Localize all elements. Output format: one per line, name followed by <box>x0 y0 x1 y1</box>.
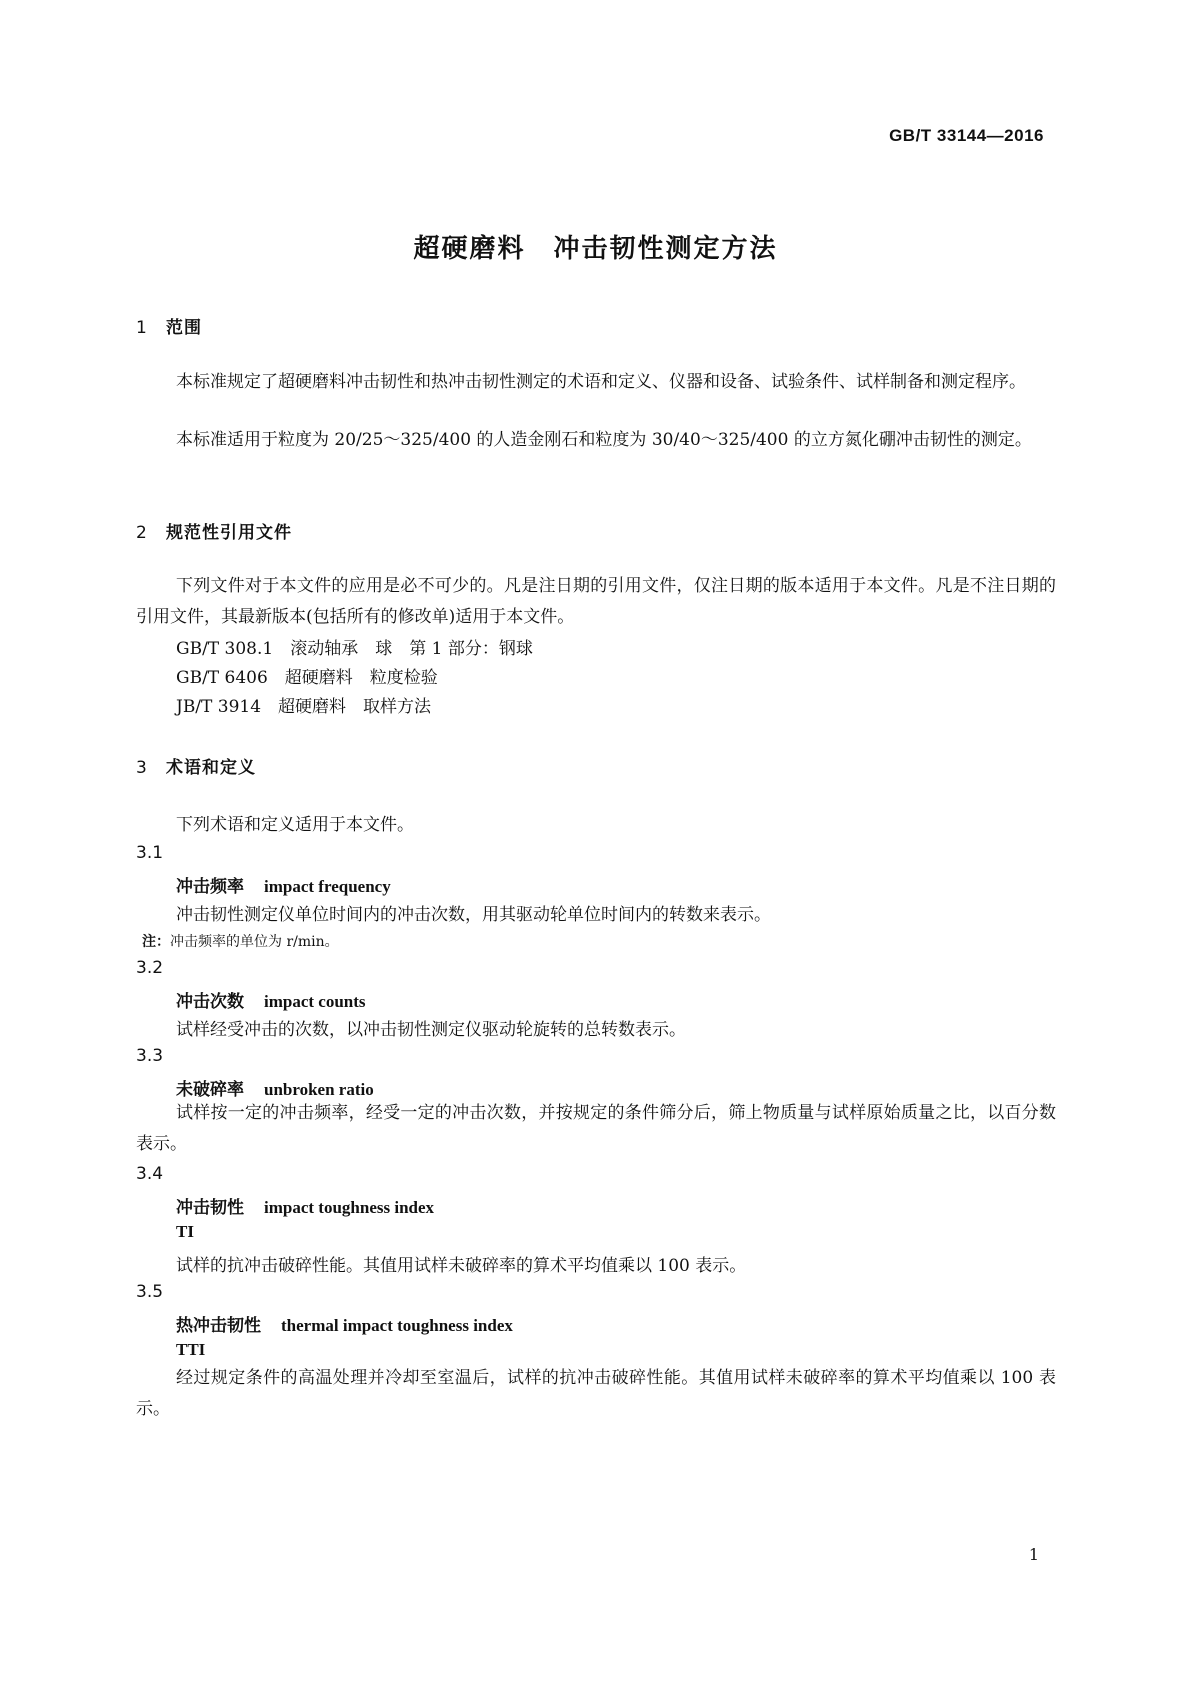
section-1-heading <box>136 313 202 338</box>
clause-number: 3.3 <box>136 1046 164 1066</box>
section-1-paragraph-1: 本标准规定了超硬磨料冲击韧性和热冲击韧性测定的术语和定义、仪器和设备、试验条件、试样制备和测定程序。 <box>176 372 1026 392</box>
page-number: 1 <box>1028 1545 1039 1564</box>
section-2-paragraph-1: 下列文件对于本文件的应用是必不可少的。凡是注日期的引用文件，仅注日期的版本适用于本文件。凡是不注日期的引用文件，其最新版本(包括所有的修改单)适用于本文件。 <box>136 576 1056 627</box>
clause-number: 3.2 <box>136 958 164 978</box>
clause-number: 3.4 <box>136 1164 164 1184</box>
section-number: 2 <box>136 523 147 543</box>
reference-item: GB/T 6406 超硬磨料 粒度检验 <box>176 668 438 688</box>
clause-number: 3.1 <box>136 843 164 863</box>
reference-item: JB/T 3914 超硬磨料 取样方法 <box>176 697 432 717</box>
term-chinese: 未破碎率 <box>176 1080 244 1100</box>
section-1-paragraph-2: 本标准适用于粒度为 20/25～325/400 的人造金刚石和粒度为 30/40～325/400 的立方氮化硼冲击韧性的测定。 <box>176 430 1032 450</box>
note-label: 注： <box>142 934 170 950</box>
standard-id: GB/T 33144—2016 <box>889 126 1044 145</box>
section-2-heading <box>136 518 292 543</box>
reference-item: GB/T 308.1 滚动轴承 球 第 1 部分：钢球 <box>176 639 533 659</box>
term-english: unbroken ratio <box>264 1080 374 1099</box>
section-title: 术语和定义 <box>166 758 256 778</box>
term-abbreviation: TI <box>176 1222 194 1241</box>
document-title: 超硬磨料 冲击韧性测定方法 <box>413 234 778 264</box>
term-definition: 试样经受冲击的次数，以冲击韧性测定仪驱动轮旋转的总转数表示。 <box>176 1020 686 1040</box>
term-heading <box>176 872 391 897</box>
term-chinese: 冲击频率 <box>176 877 244 897</box>
term-definition: 试样的抗冲击破碎性能。其值用试样未破碎率的算术平均值乘以 100 表示。 <box>176 1256 747 1276</box>
term-note <box>142 931 339 951</box>
term-heading <box>176 1075 374 1100</box>
term-english: impact counts <box>264 992 366 1011</box>
term-abbreviation: TTI <box>176 1340 206 1359</box>
section-number: 3 <box>136 758 147 778</box>
term-english: impact toughness index <box>264 1198 435 1217</box>
term-english: impact frequency <box>264 877 391 896</box>
term-chinese: 冲击韧性 <box>176 1198 244 1218</box>
term-chinese: 热冲击韧性 <box>176 1316 261 1336</box>
term-heading <box>176 1193 434 1218</box>
section-title: 规范性引用文件 <box>166 523 292 543</box>
term-definition: 经过规定条件的高温处理并冷却至室温后，试样的抗冲击破碎性能。其值用试样未破碎率的算术平均值乘以 100 表示。 <box>136 1368 1056 1419</box>
term-english: thermal impact toughness index <box>281 1316 513 1335</box>
term-chinese: 冲击次数 <box>176 992 244 1012</box>
term-heading <box>176 1311 513 1336</box>
section-title: 范围 <box>166 318 202 338</box>
term-heading <box>176 987 366 1012</box>
clause-number: 3.5 <box>136 1282 164 1302</box>
section-3-heading <box>136 753 256 778</box>
term-definition: 试样按一定的冲击频率，经受一定的冲击次数，并按规定的条件筛分后，筛上物质量与试样原始质量之比，以百分数表示。 <box>136 1103 1056 1154</box>
section-number: 1 <box>136 318 147 338</box>
section-3-intro: 下列术语和定义适用于本文件。 <box>176 815 414 835</box>
note-text: 冲击频率的单位为 r/min。 <box>170 934 339 950</box>
term-definition: 冲击韧性测定仪单位时间内的冲击次数，用其驱动轮单位时间内的转数来表示。 <box>176 905 771 925</box>
